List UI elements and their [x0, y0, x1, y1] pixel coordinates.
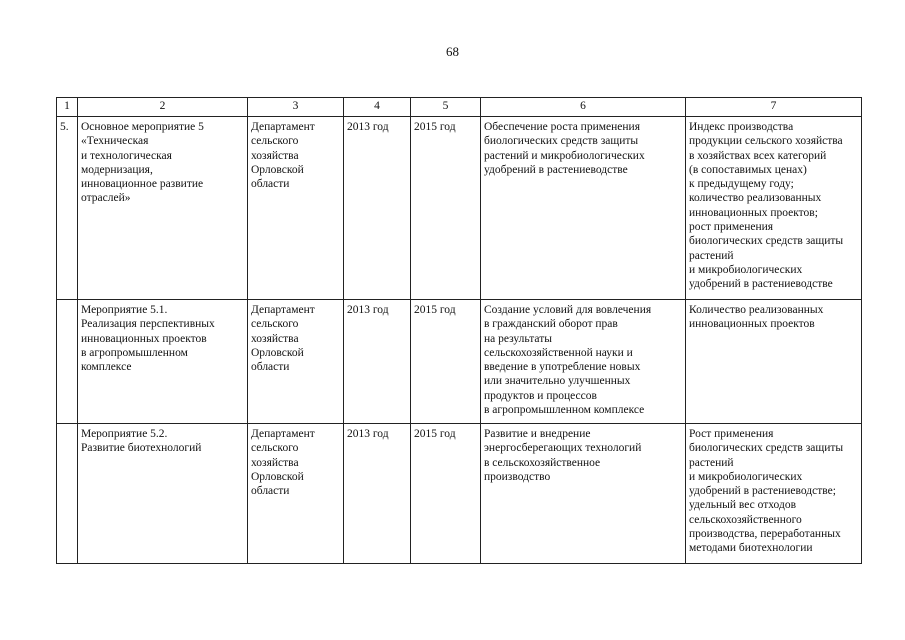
- text-line: Индекс производства: [689, 121, 794, 133]
- measure-name-cell: [78, 117, 248, 300]
- end-year-cell: 2015 год: [411, 424, 481, 564]
- header-cell-2: 2: [78, 98, 248, 117]
- text-line: хозяйства: [251, 149, 299, 162]
- text-line: в хозяйствах всех категорий: [689, 149, 827, 162]
- text-line: «Техническая: [81, 135, 149, 148]
- text-line: продукции сельского хозяйства: [689, 135, 843, 148]
- text-line: Департамент: [251, 304, 315, 316]
- text-line: биологических средств защиты: [484, 135, 639, 148]
- text-line: введение в употребление новых: [484, 361, 641, 374]
- text-line: Количество реализованных: [689, 304, 824, 316]
- text-line: сельскохозяйственного: [689, 513, 802, 526]
- text-line: Департамент: [251, 121, 315, 133]
- text-line: Орловской: [251, 346, 304, 359]
- indicator-cell: [686, 300, 862, 424]
- text-line: хозяйства: [251, 332, 299, 345]
- text-line: хозяйства: [251, 456, 299, 469]
- text-line: или значительно улучшенных: [484, 375, 631, 388]
- text-line: удобрений в растениеводстве: [689, 278, 833, 291]
- text-line: модернизация,: [81, 163, 153, 176]
- text-line: области: [251, 485, 290, 498]
- table-row: [57, 424, 862, 564]
- text-line: энергосберегающих технологий: [484, 442, 642, 455]
- header-cell-6: 6: [481, 98, 686, 117]
- indicator-cell: [686, 424, 862, 564]
- text-line: комплексе: [81, 361, 132, 374]
- header-cell-4: 4: [344, 98, 411, 117]
- text-line: растений и микробиологических: [484, 149, 645, 162]
- expected-result-cell: [481, 117, 686, 300]
- text-line: к предыдущему году;: [689, 178, 794, 191]
- text-line: (в сопоставимых ценах): [689, 163, 807, 176]
- row-number-cell: 5.: [57, 117, 78, 300]
- row-number-cell: [57, 300, 78, 424]
- text-line: в гражданский оборот прав: [484, 318, 618, 331]
- text-line: производство: [484, 470, 551, 483]
- text-line: инновационное развитие: [81, 178, 204, 191]
- measure-name-cell: [78, 300, 248, 424]
- text-line: инновационных проектов: [689, 318, 815, 331]
- header-cell-1: 1: [57, 98, 78, 117]
- text-line: в агропромышленном комплексе: [484, 404, 645, 417]
- header-cell-3: 3: [248, 98, 344, 117]
- text-line: рост применения: [689, 221, 774, 234]
- text-line: на результаты: [484, 332, 552, 345]
- text-line: растений: [689, 456, 734, 469]
- table-row: [57, 117, 862, 300]
- measure-name-cell: [78, 424, 248, 564]
- department-cell: [248, 117, 344, 300]
- text-line: Мероприятие 5.1.: [81, 304, 168, 316]
- text-line: Орловской: [251, 470, 304, 483]
- text-line: количество реализованных: [689, 192, 822, 205]
- text-line: Департамент: [251, 428, 315, 440]
- text-line: Основное мероприятие 5: [81, 121, 204, 133]
- indicator-cell: [686, 117, 862, 300]
- table-row: [57, 300, 862, 424]
- text-line: и микробиологических: [689, 470, 803, 483]
- text-line: производства, переработанных: [689, 528, 841, 541]
- text-line: области: [251, 361, 290, 374]
- text-line: биологических средств защиты: [689, 442, 844, 455]
- text-line: Мероприятие 5.2.: [81, 428, 168, 440]
- text-line: Обеспечение роста применения: [484, 121, 640, 133]
- text-line: Рост применения: [689, 428, 774, 440]
- text-line: инновационных проектов: [81, 332, 207, 345]
- text-line: сельского: [251, 442, 299, 455]
- department-cell: [248, 300, 344, 424]
- text-line: удобрений в растениеводстве: [484, 163, 628, 176]
- start-year-cell: 2013 год: [344, 117, 411, 300]
- text-line: сельского: [251, 318, 299, 331]
- start-year-cell: 2013 год: [344, 424, 411, 564]
- end-year-cell: 2015 год: [411, 300, 481, 424]
- text-line: Развитие и внедрение: [484, 428, 591, 440]
- text-line: методами биотехнологии: [689, 542, 813, 555]
- text-line: и технологическая: [81, 149, 172, 162]
- text-line: растений: [689, 249, 734, 262]
- expected-result-cell: [481, 424, 686, 564]
- end-year-cell: 2015 год: [411, 117, 481, 300]
- text-line: отраслей»: [81, 192, 131, 205]
- text-line: инновационных проектов;: [689, 206, 818, 219]
- text-line: Развитие биотехнологий: [81, 442, 202, 455]
- text-line: в агропромышленном: [81, 346, 188, 359]
- table-header-row: [57, 98, 862, 117]
- header-cell-7: 7: [686, 98, 862, 117]
- program-table: [56, 97, 862, 564]
- text-line: удельный вес отходов: [689, 499, 796, 512]
- header-cell-5: 5: [411, 98, 481, 117]
- page-number: 68: [446, 44, 459, 59]
- text-line: Реализация перспективных: [81, 318, 215, 331]
- text-line: области: [251, 178, 290, 191]
- text-line: Орловской: [251, 163, 304, 176]
- row-number-cell: [57, 424, 78, 564]
- text-line: и микробиологических: [689, 263, 803, 276]
- text-line: биологических средств защиты: [689, 235, 844, 248]
- text-line: продуктов и процессов: [484, 389, 597, 402]
- text-line: сельского: [251, 135, 299, 148]
- text-line: в сельскохозяйственное: [484, 456, 601, 469]
- text-line: сельскохозяйственной науки и: [484, 346, 633, 359]
- department-cell: [248, 424, 344, 564]
- start-year-cell: 2013 год: [344, 300, 411, 424]
- text-line: удобрений в растениеводстве;: [689, 485, 836, 498]
- text-line: Создание условий для вовлечения: [484, 304, 652, 316]
- expected-result-cell: [481, 300, 686, 424]
